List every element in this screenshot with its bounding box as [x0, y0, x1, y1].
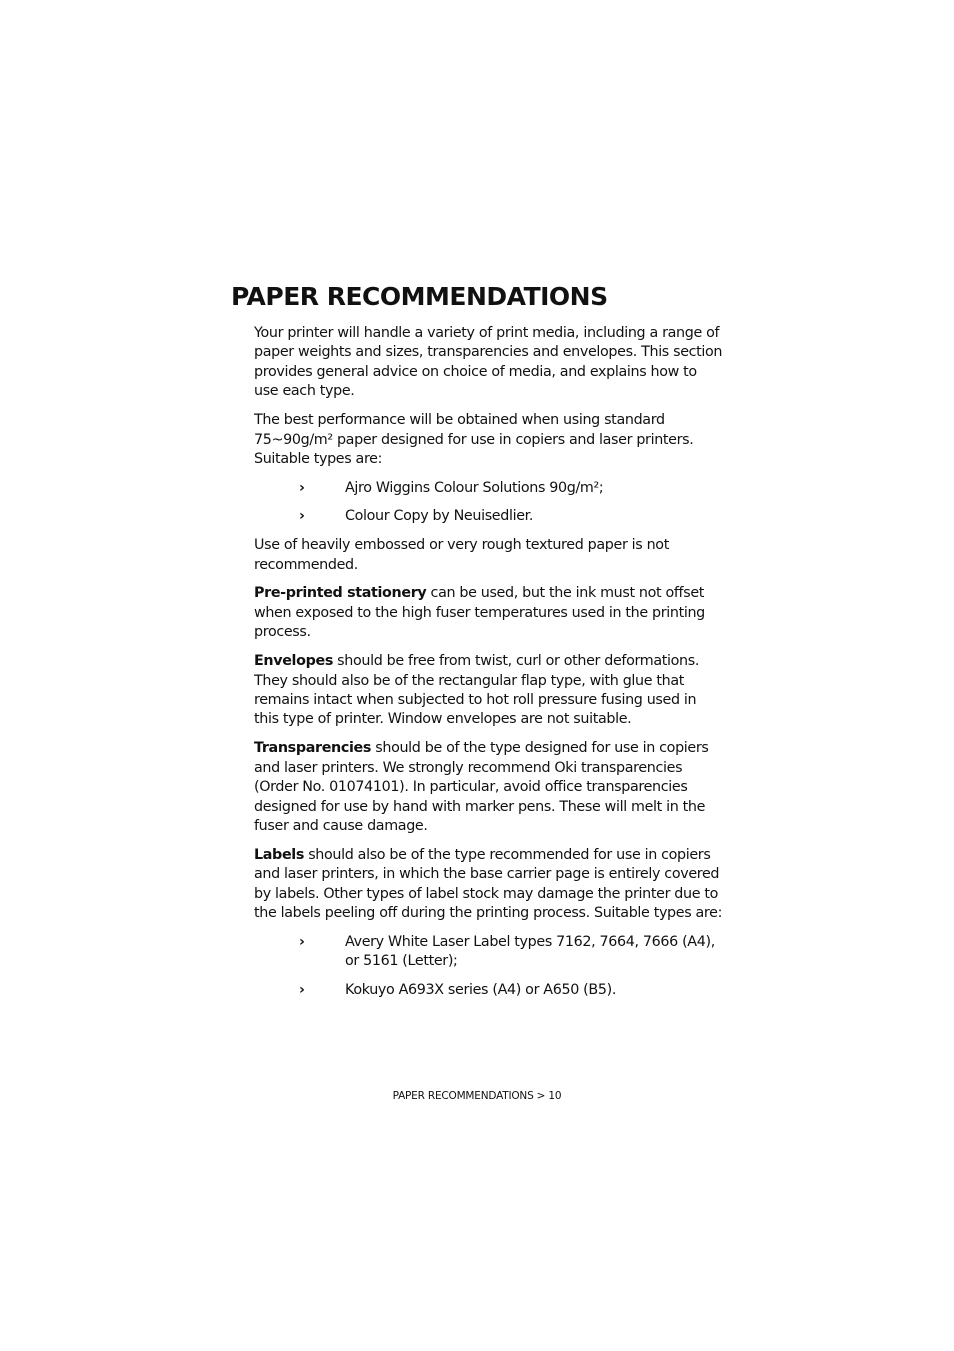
embossed-paragraph: Use of heavily embossed or very rough textured paper is not recommended. — [254, 537, 669, 573]
transparencies-text: should be of the type designed for use in copiers and laser printers. We strongly recommend Oki transparencies (Order No. 01074101). In particular, avoid office transparencies designed for use by hand with marker pens. These will melt in the fuser and cause damage. — [254, 740, 709, 834]
labels-paragraph — [254, 846, 724, 924]
list-item — [254, 933, 724, 972]
list-item-text: Avery White Laser Label types 7162, 7664, 7666 (A4), or 5161 (Letter); — [345, 933, 715, 970]
list-item — [254, 479, 724, 498]
bullet-chevron-icon: › — [299, 479, 305, 496]
labels-lead: Labels — [254, 846, 304, 863]
bullet-chevron-icon: › — [299, 508, 305, 525]
preprinted-text: can be used, but the ink must not offset when exposed to the high fuser temperatures used in the printing process. — [254, 585, 705, 641]
best-performance-paragraph: The best performance will be obtained when using standard 75~90g/m² paper designed for use in copiers and laser printers. Suitable types are: — [254, 412, 694, 467]
paper-types-list — [254, 479, 724, 527]
envelopes-paragraph — [254, 652, 724, 730]
intro-paragraph: Your printer will handle a variety of print media, including a range of paper weights and sizes, transparencies and envelopes. This section provides general advice on choice of media, and explains how to use each type. — [254, 325, 723, 400]
preprinted-paragraph — [254, 584, 724, 642]
bullet-chevron-icon: › — [299, 981, 305, 998]
list-item — [254, 981, 724, 1000]
bullet-chevron-icon: › — [299, 933, 305, 950]
labels-text: should also be of the type recommended for use in copiers and laser printers, in which the base carrier page is entirely covered by labels. Other types of label stock may damage the printer due to the labels peeling off during the printing process. Suitable types are: — [254, 846, 723, 922]
body-content — [254, 324, 724, 1010]
transparencies-lead: Transparencies — [254, 740, 372, 757]
envelopes-text: should be free from twist, curl or other deformations. They should also be of the rectangular flap type, with glue that remains intact when subjected to hot roll pressure fusing used in this type of printer. Window envelopes are not suitable. — [254, 653, 700, 728]
page-heading: PAPER RECOMMENDATIONS — [231, 282, 608, 311]
list-item-text: Kokuyo A693X series (A4) or A650 (B5). — [345, 981, 617, 998]
page-footer: PAPER RECOMMENDATIONS > 10 — [392, 1090, 562, 1102]
list-item — [254, 507, 724, 526]
envelopes-lead: Envelopes — [254, 653, 333, 670]
list-item-text: Colour Copy by Neuisedlier. — [345, 508, 534, 525]
list-item-text: Ajro Wiggins Colour Solutions 90g/m²; — [345, 479, 604, 496]
preprinted-lead: Pre-printed stationery — [254, 585, 427, 602]
transparencies-paragraph — [254, 739, 724, 836]
label-types-list — [254, 933, 724, 1000]
